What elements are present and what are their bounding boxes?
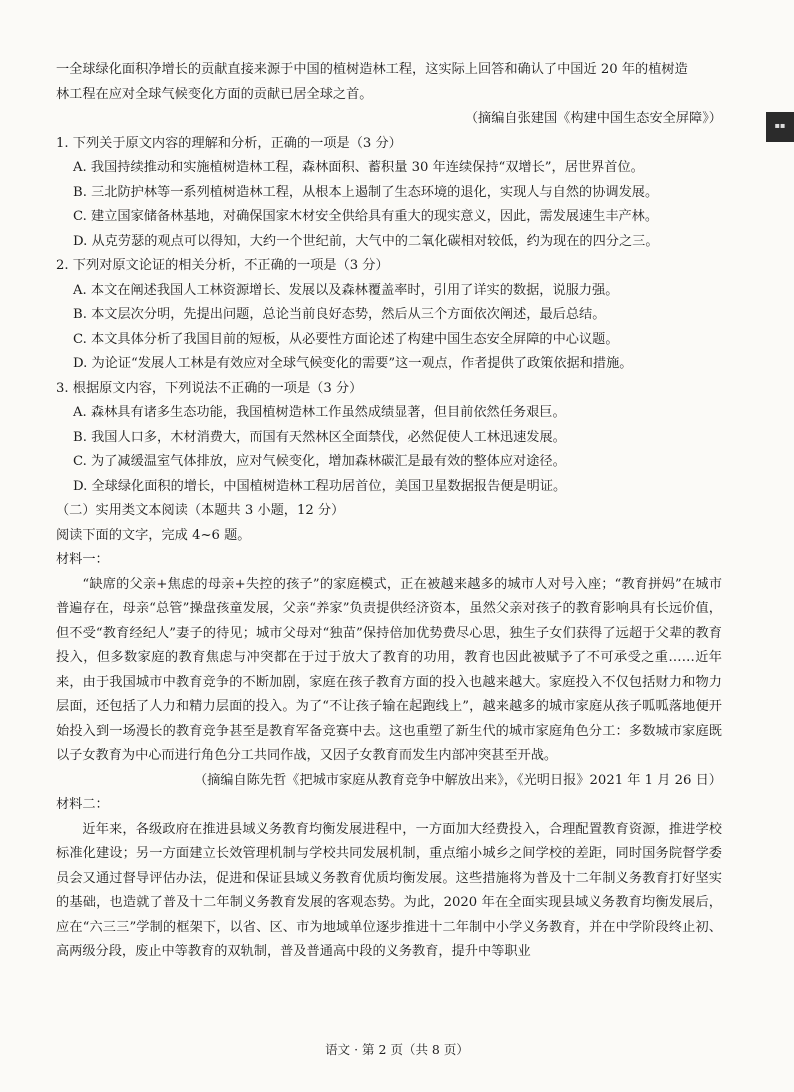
question-1 <box>56 132 722 255</box>
question-3 <box>56 377 722 500</box>
option-b: B. 我国人口多，木材消费大，而国有天然林区全面禁伐，必然促使人工林迅速发展。 <box>73 429 566 445</box>
question-stem: 3. 根据原文内容，下列说法不正确的一项是（3 分） <box>56 380 363 396</box>
source-citation-2: （摘编自陈先哲《把城市家庭从教育竞争中解放出来》，《光明日报》2021 年 1 月 26 日） <box>193 772 722 788</box>
material-2-label: 材料二： <box>56 797 109 812</box>
material-1-label: 材料一： <box>56 552 109 567</box>
source-citation-1: （摘编自张建国《构建中国生态安全屏障》） <box>464 111 722 126</box>
option-c: C. 本文具体分析了我国目前的短板，从必要性方面论述了构建中国生态安全屏障的中心议题。 <box>73 331 619 347</box>
page-content <box>56 58 722 965</box>
page-footer: 语文 · 第 2 页（共 8 页） <box>325 1042 469 1057</box>
option-a: A. 本文在阐述我国人工林资源增长、发展以及森林覆盖率时，引用了详实的数据，说服力强。 <box>73 282 619 298</box>
material-1-text: “缺席的父亲+焦虑的母亲+失控的孩子”的家庭模式，正在被越来越多的城市人对号入座；“教育拼妈”在城市普遍存在，母亲“总管”操盘孩童发展，父亲“养家”负责提供经济资本，虽然父亲对孩子的教育影响具有长远价值，但不受“教育经纪人”妻子的待见；城市父母对“独苗”保持倍加优势费尽心思，独生子女们获得了远超于父辈的教育投入，但多数家庭的教育焦虑与冲突都在于过于放大了教育的功用，教育也因此被赋予了不可承受之重……近年来，由于我国城市中教育竞争的不断加剧，家庭在孩子教育方面的投入也越来越大。家庭投入不仅包括财力和物力层面，还包括了人力和精力层面的投入。为了“不让孩子输在起跑线上”，越来越多的城市家庭从孩子呱呱落地便开始投入到一场漫长的教育竞争甚至是教育军备竞赛中去。这也重塑了新生代的城市家庭角色分工：多数城市家庭既以子女教育为中心而进行角色分工共同作战，又因子女教育而发生内部冲突甚至开战。 <box>56 576 722 763</box>
section-2-instruction: 阅读下面的文字，完成 4~6 题。 <box>56 527 251 543</box>
option-b: B. 三北防护林等一系列植树造林工程，从根本上遏制了生态环境的退化，实现人与自然的协调发展。 <box>73 184 659 200</box>
material-2-text: 近年来，各级政府在推进县域义务教育均衡发展进程中，一方面加大经费投入，合理配置教育资源，推进学校标准化建设；另一方面建立长效管理机制与学校共同发展机制，重点缩小城乡之间学校的差距，同时国务院督学委员会又通过督导评估办法，促进和保证县域义务教育优质均衡发展。这些措施将为普及十二年制义务教育打好坚实的基础，也造就了普及十二年制义务教育发展的客观态势。为此，2020 年在全面实现县域义务教育均衡发展后，应在“六三三”学制的框架下，以省、区、市为地域单位逐步推进十二年制中小学义务教育，并在中学阶段终止初、高两级分段，废止中等教育的双轨制，普及普通高中段的义务教育，提升中等职业 <box>56 821 722 959</box>
intro-line-2: 林工程在应对全球气候变化方面的贡献已居全球之首。 <box>56 86 373 102</box>
option-d: D. 为论证“发展人工林是有效应对全球气候变化的需要”这一观点，作者提供了政策依据和措施。 <box>73 356 633 371</box>
option-d: D. 从克劳瑟的观点可以得知，大约一个世纪前，大气中的二氧化碳相对较低，约为现在的四分之三。 <box>73 233 659 249</box>
option-c: C. 建立国家储备林基地，对确保国家木材安全供给具有重大的现实意义，因此，需发展速生丰产林。 <box>73 209 659 224</box>
side-tab-marker: ▪▪ <box>766 112 794 142</box>
section-2-title: （二）实用类文本阅读（本题共 3 小题，12 分） <box>56 503 345 518</box>
question-stem: 1. 下列关于原文内容的理解和分析，正确的一项是（3 分） <box>56 135 402 151</box>
question-stem: 2. 下列对原文论证的相关分析，不正确的一项是（3 分） <box>56 258 389 273</box>
option-c: C. 为了减缓温室气体排放，应对气候变化，增加森林碳汇是最有效的整体应对途径。 <box>73 454 566 469</box>
option-a: A. 森林具有诸多生态功能，我国植树造林工作虽然成绩显著，但目前依然任务艰巨。 <box>73 405 566 420</box>
option-d: D. 全球绿化面积的增长，中国植树造林工程功居首位，美国卫星数据报告便是明证。 <box>73 478 567 494</box>
question-2 <box>56 254 722 377</box>
intro-line-1: 一全球绿化面积净增长的贡献直接来源于中国的植树造林工程，这实际上回答和确认了中国近 20 年的植树造 <box>56 62 688 77</box>
option-b: B. 本文层次分明，先提出问题，总论当前良好态势，然后从三个方面依次阐述，最后总结。 <box>73 307 606 322</box>
option-a: A. 我国持续推动和实施植树造林工程，森林面积、蓄积量 30 年连续保持“双增长”，居世界首位。 <box>73 160 644 175</box>
